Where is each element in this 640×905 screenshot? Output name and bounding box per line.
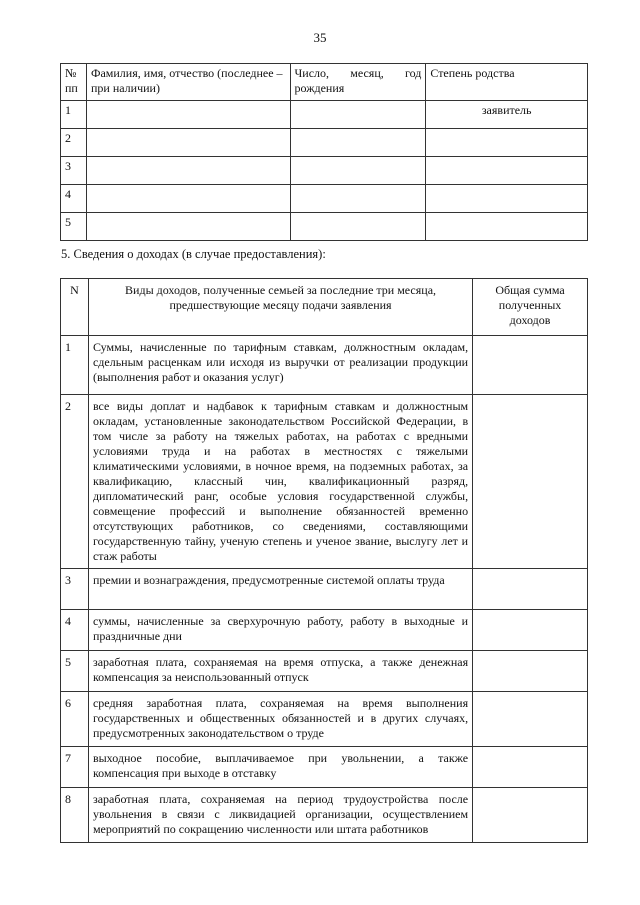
row-num: 6 xyxy=(61,692,89,747)
header-birth-word: месяц, xyxy=(350,66,384,80)
header-num: № пп xyxy=(61,64,87,101)
row-num: 4 xyxy=(61,610,89,651)
birth-cell[interactable] xyxy=(290,185,426,213)
relation-cell[interactable] xyxy=(426,185,588,213)
header-income-type: Виды доходов, полученные семьей за последние три месяца, предшествующие месяцу подачи заявления xyxy=(88,279,472,336)
header-birth-word: год xyxy=(404,66,422,80)
income-type-text: премии и вознаграждения, предусмотренные системой оплаты труда xyxy=(88,569,472,610)
income-type-text: средняя заработная плата, сохраняемая на время выполнения государственных и общественных обязанностей и в других случаях, предусмотренных законодательством о труде xyxy=(88,692,472,747)
relation-cell[interactable] xyxy=(426,157,588,185)
income-sum-cell[interactable] xyxy=(473,788,588,843)
table-row xyxy=(61,213,588,241)
relation-cell[interactable] xyxy=(426,213,588,241)
income-table xyxy=(60,278,588,843)
table-row xyxy=(61,157,588,185)
name-cell[interactable] xyxy=(86,185,290,213)
table-row xyxy=(61,336,588,395)
row-num: 2 xyxy=(61,395,89,569)
row-num: 3 xyxy=(61,157,87,185)
page-number: 35 xyxy=(313,30,327,45)
name-cell[interactable] xyxy=(86,157,290,185)
name-cell[interactable] xyxy=(86,129,290,157)
income-type-text: заработная плата, сохраняемая на период трудоустройства после увольнения в связи с ликвидацией организации, осуществлением мероприятий по сокращению численности или штата работников xyxy=(88,788,472,843)
header-num: N xyxy=(61,279,89,336)
table-row xyxy=(61,395,588,569)
income-type-text: все виды доплат и надбавок к тарифным ставкам и должностным окладам, установленные законодательством Российской Федерации, в том числе за работу на тяжелых работах, на работах с вредными условиями труда и на работах в местностях с тяжелыми климатическими условиями, в ночное время, на подземных работах, за квалификацию, классный чин, квалификационный разряд, дипломатический ранг, особые условия государственной службы, совмещение профессий и выполнение обязанностей временно отсутствующих работников, со сведениями, составляющими государственную тайну, ученую степень и ученое звание, выслугу лет и стаж работы xyxy=(88,395,472,569)
income-sum-cell[interactable] xyxy=(473,747,588,788)
income-type-text: выходное пособие, выплачиваемое при увольнении, а также компенсация при выходе в отставку xyxy=(88,747,472,788)
income-sum-cell[interactable] xyxy=(473,610,588,651)
section-title: 5. Сведения о доходах (в случае предоставления): xyxy=(61,247,326,261)
table-row xyxy=(61,788,588,843)
table-row xyxy=(61,185,588,213)
header-total: Общая сумма полученных доходов xyxy=(473,279,588,336)
birth-cell[interactable] xyxy=(290,101,426,129)
family-members-table xyxy=(60,63,588,241)
row-num: 7 xyxy=(61,747,89,788)
relation-cell[interactable] xyxy=(426,129,588,157)
row-num: 8 xyxy=(61,788,89,843)
header-birth-word: Число, xyxy=(294,66,330,80)
income-sum-cell[interactable] xyxy=(473,651,588,692)
birth-cell[interactable] xyxy=(290,213,426,241)
table-row xyxy=(61,610,588,651)
row-num: 2 xyxy=(61,129,87,157)
name-cell[interactable] xyxy=(86,101,290,129)
table-row xyxy=(61,129,588,157)
header-birth-line2: рождения xyxy=(294,81,345,95)
birth-cell[interactable] xyxy=(290,129,426,157)
row-num: 5 xyxy=(61,651,89,692)
table-row xyxy=(61,651,588,692)
income-sum-cell[interactable] xyxy=(473,395,588,569)
name-cell[interactable] xyxy=(86,213,290,241)
relation-cell[interactable]: заявитель xyxy=(426,101,588,129)
table-row xyxy=(61,101,588,129)
income-sum-cell[interactable] xyxy=(473,336,588,395)
income-sum-cell[interactable] xyxy=(473,692,588,747)
row-num: 1 xyxy=(61,101,87,129)
birth-cell[interactable] xyxy=(290,157,426,185)
income-table-header xyxy=(61,279,588,336)
table-row xyxy=(61,569,588,610)
table-row xyxy=(61,692,588,747)
income-sum-cell[interactable] xyxy=(473,569,588,610)
income-type-text: заработная плата, сохраняемая на время отпуска, а также денежная компенсация за неиспользованный отпуск xyxy=(88,651,472,692)
table-row xyxy=(61,747,588,788)
row-num: 5 xyxy=(61,213,87,241)
income-type-text: суммы, начисленные за сверхурочную работу, работу в выходные и праздничные дни xyxy=(88,610,472,651)
income-type-text: Суммы, начисленные по тарифным ставкам, должностным окладам, сдельным расценкам или исходя из выручки от реализации продукции (выполнения работ и оказания услуг) xyxy=(88,336,472,395)
header-relation: Степень родства xyxy=(426,64,588,101)
header-birth xyxy=(290,64,426,101)
family-table-header xyxy=(61,64,588,101)
row-num: 1 xyxy=(61,336,89,395)
header-name: Фамилия, имя, отчество (последнее – при наличии) xyxy=(86,64,290,101)
row-num: 4 xyxy=(61,185,87,213)
row-num: 3 xyxy=(61,569,89,610)
